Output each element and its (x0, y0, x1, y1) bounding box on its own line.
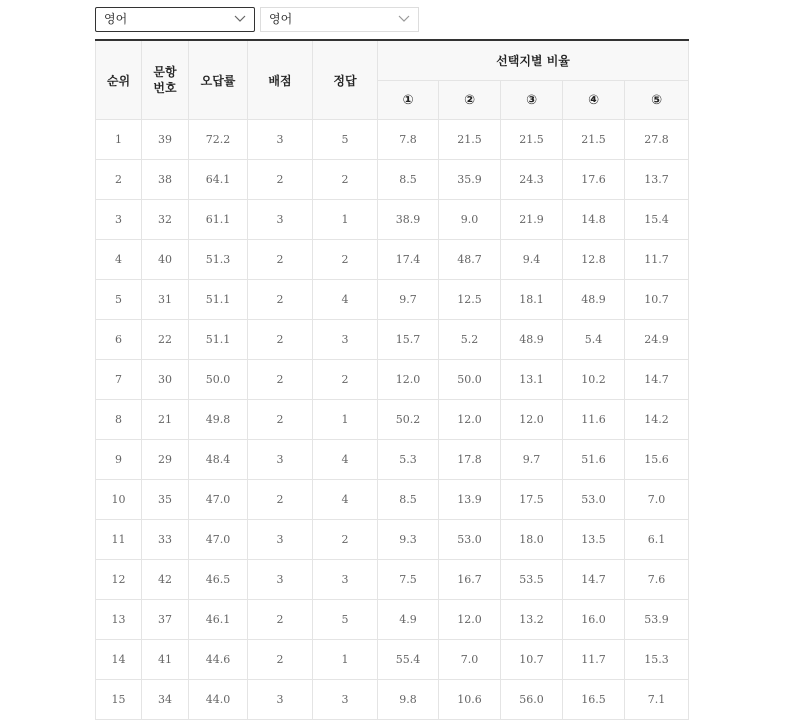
cell-choice-1: 9.8 (378, 680, 439, 720)
cell-error-rate: 51.1 (189, 280, 248, 320)
cell-question-number: 42 (142, 560, 189, 600)
cell-choice-4: 11.6 (563, 400, 625, 440)
header-choice-2: ② (439, 81, 501, 120)
cell-choice-5: 7.1 (625, 680, 689, 720)
cell-answer: 3 (313, 560, 378, 600)
table-row (96, 640, 689, 680)
cell-choice-2: 12.0 (439, 600, 501, 640)
cell-choice-3: 56.0 (501, 680, 563, 720)
cell-choice-3: 13.1 (501, 360, 563, 400)
cell-points: 2 (248, 480, 313, 520)
cell-points: 2 (248, 160, 313, 200)
cell-rank: 10 (96, 480, 142, 520)
cell-answer: 1 (313, 640, 378, 680)
cell-rank: 11 (96, 520, 142, 560)
error-rate-table (95, 39, 689, 720)
cell-choice-2: 35.9 (439, 160, 501, 200)
table-row (96, 480, 689, 520)
cell-error-rate: 64.1 (189, 160, 248, 200)
cell-choice-3: 10.7 (501, 640, 563, 680)
cell-question-number: 33 (142, 520, 189, 560)
cell-rank: 1 (96, 120, 142, 160)
cell-choice-4: 17.6 (563, 160, 625, 200)
cell-answer: 3 (313, 680, 378, 720)
cell-choice-5: 15.3 (625, 640, 689, 680)
cell-choice-3: 12.0 (501, 400, 563, 440)
cell-points: 2 (248, 600, 313, 640)
cell-choice-4: 11.7 (563, 640, 625, 680)
header-choice-ratio: 선택지별 비율 (378, 40, 689, 81)
cell-answer: 2 (313, 240, 378, 280)
cell-choice-5: 10.7 (625, 280, 689, 320)
cell-error-rate: 72.2 (189, 120, 248, 160)
cell-choice-1: 5.3 (378, 440, 439, 480)
cell-choice-3: 9.4 (501, 240, 563, 280)
cell-answer: 2 (313, 360, 378, 400)
cell-choice-3: 24.3 (501, 160, 563, 200)
cell-points: 3 (248, 200, 313, 240)
error-rate-table-container (95, 39, 688, 720)
cell-points: 2 (248, 240, 313, 280)
cell-rank: 12 (96, 560, 142, 600)
cell-choice-2: 50.0 (439, 360, 501, 400)
cell-points: 3 (248, 560, 313, 600)
table-row (96, 560, 689, 600)
cell-question-number: 32 (142, 200, 189, 240)
cell-rank: 8 (96, 400, 142, 440)
header-rank: 순위 (96, 40, 142, 120)
cell-choice-4: 21.5 (563, 120, 625, 160)
cell-rank: 2 (96, 160, 142, 200)
cell-answer: 4 (313, 440, 378, 480)
cell-choice-5: 53.9 (625, 600, 689, 640)
subject-select-primary[interactable] (95, 7, 255, 32)
cell-choice-2: 7.0 (439, 640, 501, 680)
cell-choice-2: 48.7 (439, 240, 501, 280)
cell-question-number: 29 (142, 440, 189, 480)
cell-choice-3: 48.9 (501, 320, 563, 360)
cell-rank: 13 (96, 600, 142, 640)
table-row (96, 520, 689, 560)
cell-choice-1: 15.7 (378, 320, 439, 360)
cell-choice-5: 15.6 (625, 440, 689, 480)
cell-answer: 2 (313, 520, 378, 560)
subject-select-secondary[interactable] (260, 7, 419, 32)
cell-answer: 5 (313, 120, 378, 160)
header-choice-4: ④ (563, 81, 625, 120)
table-row (96, 440, 689, 480)
header-error-rate: 오답률 (189, 40, 248, 120)
cell-choice-2: 9.0 (439, 200, 501, 240)
cell-choice-2: 53.0 (439, 520, 501, 560)
cell-rank: 7 (96, 360, 142, 400)
cell-rank: 5 (96, 280, 142, 320)
cell-choice-1: 55.4 (378, 640, 439, 680)
cell-error-rate: 44.0 (189, 680, 248, 720)
cell-error-rate: 51.1 (189, 320, 248, 360)
cell-points: 2 (248, 360, 313, 400)
header-question-number: 문항 번호 (142, 40, 189, 120)
cell-choice-1: 8.5 (378, 160, 439, 200)
cell-error-rate: 61.1 (189, 200, 248, 240)
cell-question-number: 38 (142, 160, 189, 200)
cell-choice-4: 16.0 (563, 600, 625, 640)
cell-choice-2: 10.6 (439, 680, 501, 720)
cell-error-rate: 47.0 (189, 480, 248, 520)
cell-answer: 1 (313, 400, 378, 440)
cell-question-number: 41 (142, 640, 189, 680)
header-choice-1: ① (378, 81, 439, 120)
cell-choice-2: 12.5 (439, 280, 501, 320)
cell-choice-1: 9.3 (378, 520, 439, 560)
cell-choice-3: 18.0 (501, 520, 563, 560)
header-points: 배점 (248, 40, 313, 120)
cell-choice-5: 15.4 (625, 200, 689, 240)
cell-choice-4: 51.6 (563, 440, 625, 480)
cell-answer: 1 (313, 200, 378, 240)
cell-question-number: 35 (142, 480, 189, 520)
cell-question-number: 21 (142, 400, 189, 440)
cell-choice-1: 7.8 (378, 120, 439, 160)
cell-points: 3 (248, 520, 313, 560)
cell-choice-3: 9.7 (501, 440, 563, 480)
cell-question-number: 31 (142, 280, 189, 320)
cell-answer: 4 (313, 480, 378, 520)
cell-choice-5: 27.8 (625, 120, 689, 160)
cell-choice-4: 10.2 (563, 360, 625, 400)
cell-rank: 15 (96, 680, 142, 720)
cell-choice-2: 13.9 (439, 480, 501, 520)
cell-choice-4: 14.8 (563, 200, 625, 240)
cell-choice-3: 21.9 (501, 200, 563, 240)
cell-choice-2: 16.7 (439, 560, 501, 600)
cell-choice-3: 13.2 (501, 600, 563, 640)
cell-choice-5: 14.7 (625, 360, 689, 400)
cell-answer: 4 (313, 280, 378, 320)
cell-choice-4: 5.4 (563, 320, 625, 360)
table-row (96, 120, 689, 160)
cell-choice-2: 5.2 (439, 320, 501, 360)
table-row (96, 600, 689, 640)
cell-choice-3: 17.5 (501, 480, 563, 520)
cell-answer: 3 (313, 320, 378, 360)
cell-choice-1: 8.5 (378, 480, 439, 520)
table-row (96, 400, 689, 440)
cell-choice-4: 12.8 (563, 240, 625, 280)
cell-question-number: 37 (142, 600, 189, 640)
cell-choice-1: 50.2 (378, 400, 439, 440)
cell-error-rate: 48.4 (189, 440, 248, 480)
cell-error-rate: 47.0 (189, 520, 248, 560)
header-choice-5: ⑤ (625, 81, 689, 120)
cell-choice-5: 24.9 (625, 320, 689, 360)
cell-error-rate: 49.8 (189, 400, 248, 440)
cell-points: 3 (248, 120, 313, 160)
cell-rank: 4 (96, 240, 142, 280)
cell-answer: 2 (313, 160, 378, 200)
cell-choice-2: 12.0 (439, 400, 501, 440)
table-row (96, 280, 689, 320)
cell-error-rate: 50.0 (189, 360, 248, 400)
cell-choice-5: 11.7 (625, 240, 689, 280)
cell-question-number: 40 (142, 240, 189, 280)
cell-choice-5: 7.6 (625, 560, 689, 600)
cell-choice-5: 14.2 (625, 400, 689, 440)
cell-answer: 5 (313, 600, 378, 640)
cell-choice-3: 21.5 (501, 120, 563, 160)
cell-choice-5: 13.7 (625, 160, 689, 200)
cell-rank: 3 (96, 200, 142, 240)
subject-select-primary-value: 영어 (104, 12, 128, 26)
cell-choice-1: 17.4 (378, 240, 439, 280)
cell-points: 2 (248, 280, 313, 320)
cell-choice-5: 6.1 (625, 520, 689, 560)
cell-rank: 6 (96, 320, 142, 360)
cell-error-rate: 46.5 (189, 560, 248, 600)
cell-choice-1: 12.0 (378, 360, 439, 400)
cell-choice-4: 13.5 (563, 520, 625, 560)
cell-choice-4: 48.9 (563, 280, 625, 320)
cell-points: 2 (248, 320, 313, 360)
header-answer: 정답 (313, 40, 378, 120)
cell-choice-1: 9.7 (378, 280, 439, 320)
table-row (96, 360, 689, 400)
cell-error-rate: 51.3 (189, 240, 248, 280)
cell-question-number: 30 (142, 360, 189, 400)
cell-choice-3: 53.5 (501, 560, 563, 600)
cell-choice-4: 16.5 (563, 680, 625, 720)
cell-error-rate: 44.6 (189, 640, 248, 680)
cell-choice-2: 21.5 (439, 120, 501, 160)
cell-points: 3 (248, 440, 313, 480)
cell-rank: 9 (96, 440, 142, 480)
cell-choice-1: 38.9 (378, 200, 439, 240)
table-row (96, 320, 689, 360)
cell-choice-1: 4.9 (378, 600, 439, 640)
table-row (96, 680, 689, 720)
cell-points: 2 (248, 640, 313, 680)
cell-question-number: 22 (142, 320, 189, 360)
cell-choice-1: 7.5 (378, 560, 439, 600)
chevron-down-icon (398, 15, 410, 23)
cell-points: 3 (248, 680, 313, 720)
cell-choice-4: 53.0 (563, 480, 625, 520)
cell-choice-3: 18.1 (501, 280, 563, 320)
table-row (96, 240, 689, 280)
table-row (96, 160, 689, 200)
table-body (96, 120, 689, 720)
table-row (96, 200, 689, 240)
cell-choice-5: 7.0 (625, 480, 689, 520)
chevron-down-icon (234, 15, 246, 23)
cell-rank: 14 (96, 640, 142, 680)
cell-question-number: 39 (142, 120, 189, 160)
cell-error-rate: 46.1 (189, 600, 248, 640)
cell-choice-4: 14.7 (563, 560, 625, 600)
cell-question-number: 34 (142, 680, 189, 720)
cell-points: 2 (248, 400, 313, 440)
cell-choice-2: 17.8 (439, 440, 501, 480)
subject-select-secondary-value: 영어 (269, 12, 293, 26)
header-choice-3: ③ (501, 81, 563, 120)
